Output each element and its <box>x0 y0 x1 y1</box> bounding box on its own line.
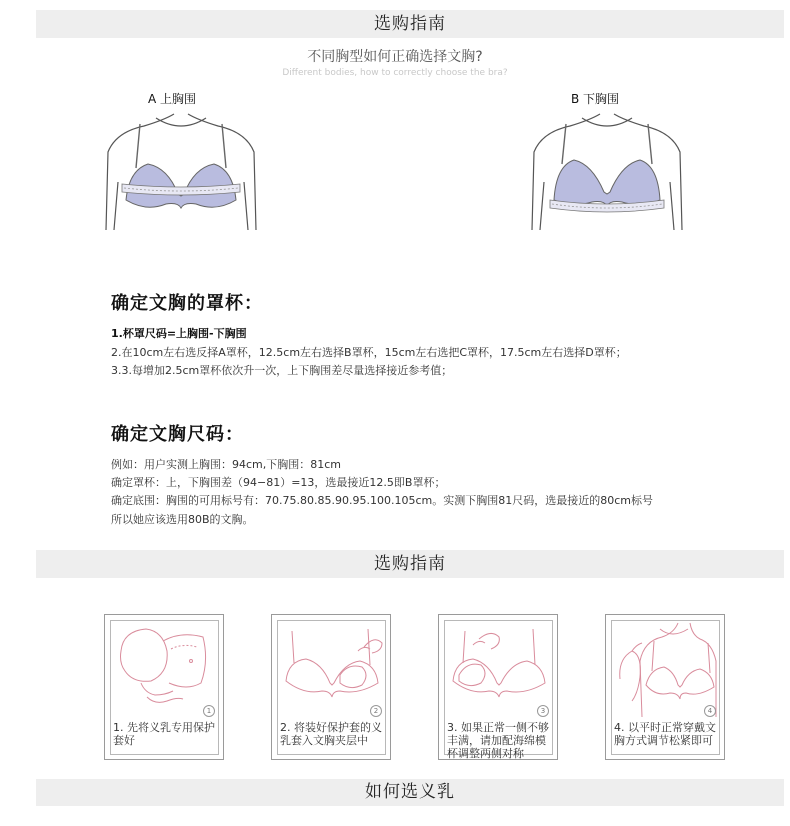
section-title: 选购指南 <box>374 14 446 34</box>
under-bust-illustration <box>522 112 692 234</box>
figure-b-label: B 下胸围 <box>571 92 620 106</box>
cup-heading: 确定文胸的罩杯： <box>111 293 263 314</box>
step-card <box>104 614 224 760</box>
cup-rule-line: 2.在10cm左右选反择A罩杯，12.5cm左右选择B罩杯，15cm左右选把C罩杯，17.5cm左右选择D罩杯； <box>111 346 627 359</box>
prosthesis-cover-illustration <box>111 621 218 719</box>
step-number: 3 <box>537 705 549 717</box>
cup-rule-line: 1.杯罩尺码=上胸围-下胸围 <box>111 327 247 340</box>
figure-a-label: A 上胸围 <box>148 92 197 106</box>
step-text: 2. 将装好保护套的义乳套入文胸夹层中 <box>280 721 382 747</box>
step-text: 4. 以平时正常穿戴文胸方式调节松紧即可 <box>614 721 716 747</box>
step-frame <box>611 620 720 755</box>
step-card <box>438 614 558 760</box>
step-text: 1. 先将义乳专用保护套好 <box>113 721 215 747</box>
step-card <box>605 614 725 760</box>
step-text: 3. 如果正常一侧不够丰满，请加配海绵模杯调整两侧对称 <box>447 721 549 760</box>
step-card <box>271 614 391 760</box>
size-example-line: 所以她应该选用80B的文胸。 <box>111 513 254 526</box>
section-title-bar <box>36 10 784 38</box>
add-pad-illustration <box>445 621 552 719</box>
size-example-line: 确定底围：胸围的可用标号有：70.75.80.85.90.95.100.105cm。实测下胸围81尺码，选最接近的80cm标号 <box>111 494 653 507</box>
wear-bra-illustration <box>612 621 719 719</box>
step-frame <box>277 620 386 755</box>
section-title-bar <box>36 779 784 806</box>
upper-bust-illustration <box>96 112 266 234</box>
section-title-bar <box>36 550 784 578</box>
question-heading-english: Different bodies, how to correctly choose the bra? <box>282 68 508 78</box>
section-title: 选购指南 <box>374 554 446 574</box>
step-frame <box>110 620 219 755</box>
question-heading: 不同胸型如何正确选择文胸? <box>307 49 483 65</box>
section-title: 如何选义乳 <box>365 782 455 802</box>
insert-prosthesis-illustration <box>278 621 385 719</box>
step-number: 4 <box>704 705 716 717</box>
size-heading: 确定文胸尺码： <box>111 424 244 445</box>
size-example-line: 例如：用户实测上胸围：94cm,下胸围：81cm <box>111 458 342 471</box>
step-frame <box>444 620 553 760</box>
step-number: 2 <box>370 705 382 717</box>
cup-rule-line: 3.3.每增加2.5cm罩杯依次升一次，上下胸围差尽量选择接近参考值； <box>111 364 453 377</box>
step-number: 1 <box>203 705 215 717</box>
size-example-line: 确定罩杯：上，下胸围差（94−81）=13，选最接近12.5即B罩杯； <box>111 476 446 489</box>
